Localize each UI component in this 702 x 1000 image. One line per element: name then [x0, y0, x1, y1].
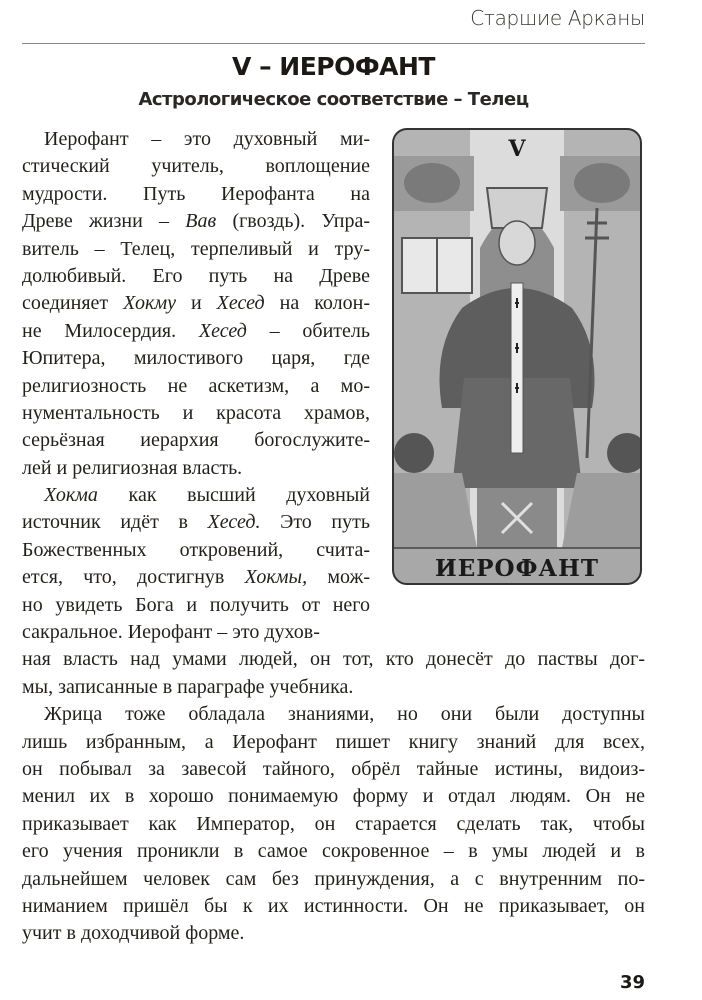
text-segment: на колон- — [264, 292, 370, 315]
text-segment: ная власть над умами людей, он тот, кто донесёт до паствы дог- — [22, 648, 645, 671]
text-segment: соединяет — [22, 292, 124, 315]
chapter-title: V – ИЕРОФАНТ — [232, 52, 435, 81]
text-segment: как высший духовный — [97, 484, 370, 507]
italic-term: Хесед — [198, 319, 247, 342]
text-segment: витель – Телец, терпеливый и тру- — [22, 237, 370, 260]
text-line — [22, 263, 370, 290]
text-segment: но увидеть Бога и получить от него — [22, 593, 370, 616]
text-line — [22, 729, 645, 756]
text-segment: мож- — [307, 566, 370, 589]
text-segment: Жрица тоже обладала знаниями, но они были доступны — [44, 703, 645, 726]
text-segment: не Милосердия. — [22, 319, 199, 342]
text-segment: лишь избранным, а Иерофант пишет книгу знаний для всех, — [22, 730, 645, 753]
text-segment: Древе жизни – — [22, 210, 186, 233]
text-segment: сакральное. Иерофант – это духов- — [22, 621, 320, 644]
italic-term: Хокму — [123, 292, 176, 315]
text-segment: Это путь — [260, 511, 370, 534]
text-segment: и — [175, 292, 217, 315]
text-line — [22, 455, 370, 482]
italic-term: Хесед — [216, 292, 265, 315]
text-line — [22, 318, 370, 345]
text-segment: он побывал за завесой тайного, обрёл тайные истины, видоиз- — [22, 757, 645, 780]
italic-term: Хокма — [44, 484, 98, 507]
text-line — [22, 592, 370, 619]
tarot-card-hierophant — [392, 128, 642, 585]
text-segment: дальнейшем человек сам без принуждения, а с внутренним по- — [22, 867, 645, 890]
card-name: ИЕРОФАНТ — [435, 555, 599, 582]
text-segment: долюбивый. Его путь на Древе — [22, 264, 370, 287]
running-header: Старшие Арканы — [470, 6, 645, 30]
text-segment: нументальность и красота храмов, — [22, 401, 370, 424]
text-line — [22, 345, 370, 372]
text-line — [22, 537, 370, 564]
text-segment: серьёзная иерархия богослужите- — [22, 429, 370, 452]
page-number: 39 — [619, 972, 645, 993]
italic-term: Хесед. — [207, 511, 261, 534]
text-segment: источник идёт в — [22, 511, 208, 534]
text-line — [22, 866, 645, 893]
italic-term: Хокмы, — [244, 566, 308, 589]
text-line — [22, 126, 370, 153]
italic-term: Вав — [185, 210, 217, 233]
text-line — [22, 153, 370, 180]
text-segment: менил их в хорошо понимаемую форму и отдал людям. Он не — [22, 785, 645, 808]
text-line — [22, 701, 645, 728]
text-line — [22, 373, 370, 400]
text-segment: (гвоздь). Упра- — [216, 210, 370, 233]
text-line — [22, 646, 645, 673]
text-segment: лей и религиозная власть. — [22, 456, 243, 479]
text-line — [22, 838, 645, 865]
text-segment: мы, записанные в параграфе учебника. — [22, 675, 354, 698]
card-numeral: V — [508, 136, 526, 162]
text-line — [22, 181, 370, 208]
text-segment: учит в доходчивой форме. — [22, 922, 245, 945]
text-segment: его учения проникли в самое сокровенное – в умы людей и в — [22, 840, 645, 863]
text-line — [22, 756, 645, 783]
text-line — [22, 290, 370, 317]
text-line — [22, 208, 370, 235]
text-line — [22, 674, 645, 701]
text-line — [22, 236, 370, 263]
text-segment: приказывает как Император, он старается сделать так, чтобы — [22, 812, 645, 835]
text-line — [22, 811, 645, 838]
text-segment: Божественных откровений, счита- — [22, 538, 370, 561]
text-line — [22, 427, 370, 454]
text-segment: стический учитель, воплощение — [22, 155, 370, 178]
text-line — [22, 564, 370, 591]
chapter-subtitle: Астрологическое соответствие – Телец — [138, 89, 529, 110]
text-line — [22, 920, 645, 947]
text-segment: мудрости. Путь Иерофанта на — [22, 182, 370, 205]
text-line — [22, 509, 370, 536]
text-segment: Юпитера, милостивого царя, где — [22, 347, 370, 370]
text-line — [22, 400, 370, 427]
text-segment: религиозность не аскетизм, а мо- — [22, 374, 370, 397]
text-line — [22, 619, 370, 646]
text-segment: – обитель — [246, 319, 370, 342]
text-segment: ется, что, достигнув — [22, 566, 245, 589]
text-line — [22, 783, 645, 810]
text-line — [22, 893, 645, 920]
header-rule — [22, 43, 645, 44]
text-segment: ниманием пришёл бы к их истинности. Он не приказывает, он — [22, 894, 645, 917]
text-line — [22, 482, 370, 509]
text-segment: Иерофант – это духовный ми- — [44, 128, 370, 150]
